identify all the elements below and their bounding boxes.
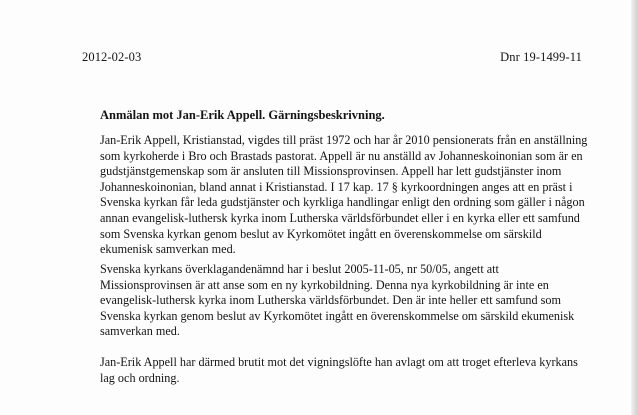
document-reference-number: Dnr 19-1499-11 bbox=[500, 50, 582, 64]
paragraph-line: Svenska kyrkans överklagandenämnd har i beslut 2005-11-05, nr 50/05, angett att bbox=[100, 262, 499, 276]
paragraph-line: som Svenska kyrkan genom beslut av Kyrkomötet ingått en överenskommelse om särskild bbox=[100, 226, 542, 241]
paragraph-line: Jan-Erik Appell har därmed brutit mot det vigningslöfte han avlagt om att troget efterleva kyrkans bbox=[100, 355, 578, 369]
paragraph-line: Missionsprovinsen är att anse som en ny kyrkobildning. Denna nya kyrkobildning är inte en bbox=[100, 277, 549, 292]
paragraph-line: gudstjänstgemenskap som är ansluten till Missionsprovinsen. Appell har lett gudstjänster inom bbox=[100, 164, 562, 179]
scan-edge bbox=[631, 0, 638, 415]
paragraph-line: som kyrkoherde i Bro och Brastads pastorat. Appell är nu anställd av Johanneskoinonian som är en bbox=[100, 148, 583, 163]
paragraph-line: annan evangelisk-luthersk kyrka inom Lutherska världsförbundet eller i en kyrka eller ett samfund bbox=[100, 210, 580, 225]
paragraph-1 bbox=[100, 133, 620, 258]
paragraph-line: Jan-Erik Appell, Kristianstad, vigdes till präst 1972 och har år 2010 pensionerats från en anställning bbox=[100, 133, 588, 147]
paragraph-line: Johanneskoinonian, bland annat i Kristianstad. I 17 kap. 17 § kyrkoordningen anges att en präst i bbox=[100, 179, 573, 194]
paragraph-line: evangelisk-luthersk kyrka inom Lutherska världsförbundet. Den är inte heller ett samfund som bbox=[100, 293, 561, 308]
document-title: Anmälan mot Jan-Erik Appell. Gärningsbeskrivning. bbox=[100, 108, 385, 122]
paragraph-line: Svenska kyrkan genom beslut av Kyrkomötet ingått en överenskommelse om särskild ekumenisk bbox=[100, 308, 575, 323]
document-date: 2012-02-03 bbox=[82, 50, 142, 64]
paragraph-line: Svenska kyrkan får leda gudstjänster och kyrkliga handlingar enligt den ordning som gäller i någon bbox=[100, 195, 585, 210]
paragraph-line: samverkan med. bbox=[100, 324, 180, 339]
paragraph-line: ekumenisk samverkan med. bbox=[100, 242, 236, 257]
paragraph-3 bbox=[100, 355, 620, 386]
paragraph-line: lag och ordning. bbox=[100, 370, 180, 385]
paragraph-2 bbox=[100, 262, 620, 340]
